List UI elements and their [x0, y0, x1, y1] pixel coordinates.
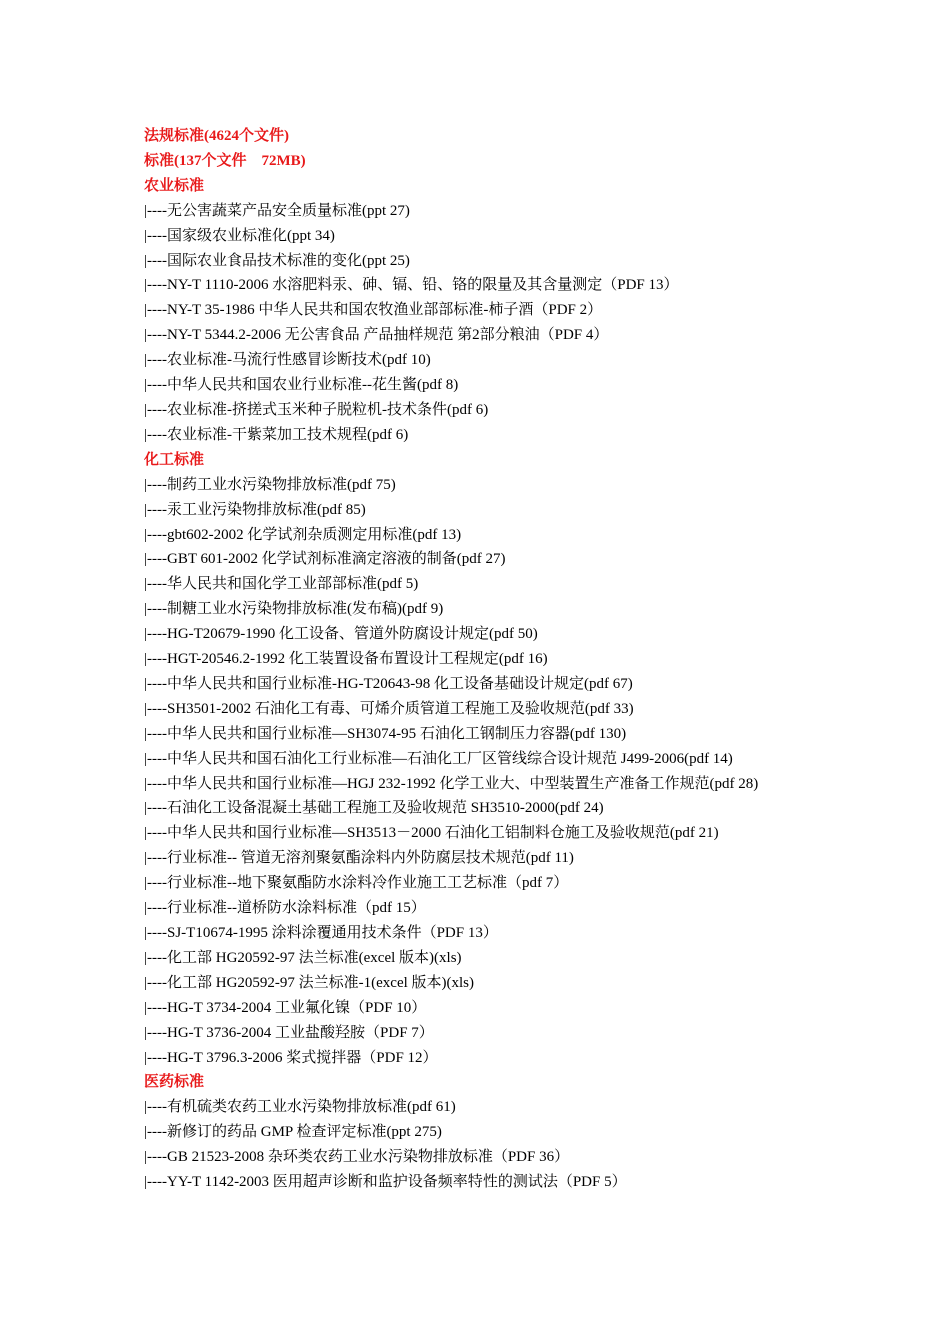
list-item: |----中华人民共和国行业标准—SH3074-95 石油化工钢制压力容器(pdf 130) — [144, 725, 627, 742]
list-item: |----农业标准-马流行性感冒诊断技术(pdf 10) — [144, 352, 431, 369]
list-item: |----汞工业污染物排放标准(pdf 85) — [144, 501, 366, 518]
list-item: |----中华人民共和国农业行业标准--花生酱(pdf 8) — [144, 377, 459, 394]
section-heading: 化工标准 — [144, 451, 205, 468]
list-item: |----HG-T 3736-2004 工业盐酸羟胺（PDF 7） — [144, 1024, 434, 1041]
section-chemical — [144, 448, 814, 1071]
list-item: |----中华人民共和国石油化工行业标准—石油化工厂区管线综合设计规范 J499-2006(pdf 14) — [144, 750, 733, 767]
list-item: |----HG-T 3796.3-2006 桨式搅拌器（PDF 12） — [144, 1049, 438, 1066]
list-item: |----YY-T 1142-2003 医用超声诊断和监护设备频率特性的测试法（PDF 5） — [144, 1174, 627, 1191]
list-item: |----石油化工设备混凝土基础工程施工及验收规范 SH3510-2000(pdf 24) — [144, 800, 604, 817]
list-item: |----NY-T 35-1986 中华人民共和国农牧渔业部部标准-柿子酒（PDF 2） — [144, 302, 603, 319]
list-item: |----农业标准-干紫菜加工技术规程(pdf 6) — [144, 426, 409, 443]
section-heading: 医药标准 — [144, 1074, 205, 1091]
section-heading: 农业标准 — [144, 177, 205, 194]
list-item: |----华人民共和国化学工业部部标准(pdf 5) — [144, 576, 419, 593]
list-item: |----GB 21523-2008 杂环类农药工业水污染物排放标准（PDF 36） — [144, 1149, 570, 1166]
list-item: |----化工部 HG20592-97 法兰标准-1(excel 版本)(xls) — [144, 974, 475, 991]
document-subtitle: 标准(137个文件 72MB) — [144, 152, 306, 169]
list-item: |----NY-T 5344.2-2006 无公害食品 产品抽样规范 第2部分粮油（PDF 4） — [144, 327, 609, 344]
list-item: |----制糖工业水污染物排放标准(发布稿)(pdf 9) — [144, 601, 444, 618]
document-title: 法规标准(4624个文件) — [144, 128, 289, 144]
list-item: |----无公害蔬菜产品安全质量标准(ppt 27) — [144, 202, 410, 219]
list-item: |----有机硫类农药工业水污染物排放标准(pdf 61) — [144, 1099, 456, 1116]
list-item: |----农业标准-挤搓式玉米种子脱粒机-技术条件(pdf 6) — [144, 401, 489, 418]
document-content — [144, 124, 814, 1195]
list-item: |----中华人民共和国行业标准—SH3513－2000 石油化工铝制料仓施工及验收规范(pdf 21) — [144, 825, 719, 842]
list-item: |----HG-T20679-1990 化工设备、管道外防腐设计规定(pdf 50) — [144, 626, 538, 643]
list-item: |----SJ-T10674-1995 涂料涂覆通用技术条件（PDF 13） — [144, 925, 498, 941]
list-item: |----中华人民共和国行业标准-HG-T20643-98 化工设备基础设计规定(pdf 67) — [144, 675, 633, 692]
section-medicine — [144, 1070, 814, 1195]
list-item: |----国际农业食品技术标准的变化(ppt 25) — [144, 252, 410, 269]
section-agriculture — [144, 174, 814, 448]
list-item: |----行业标准--道桥防水涂料标准（pdf 15） — [144, 900, 426, 917]
list-item: |----制药工业水污染物排放标准(pdf 75) — [144, 476, 396, 493]
list-item: |----GBT 601-2002 化学试剂标准滴定溶液的制备(pdf 27) — [144, 551, 506, 568]
list-item: |----中华人民共和国行业标准—HGJ 232-1992 化学工业大、中型装置生产准备工作规范(pdf 28) — [144, 775, 759, 792]
list-item: |----新修订的药品 GMP 检查评定标准(ppt 275) — [144, 1124, 442, 1141]
list-item: |----行业标准-- 管道无溶剂聚氨酯涂料内外防腐层技术规范(pdf 11) — [144, 850, 574, 867]
list-item: |----国家级农业标准化(ppt 34) — [144, 227, 335, 244]
list-item: |----行业标准--地下聚氨酯防水涂料冷作业施工工艺标准（pdf 7） — [144, 875, 569, 892]
list-item: |----NY-T 1110-2006 水溶肥料汞、砷、镉、铅、铬的限量及其含量测定（PDF 13） — [144, 277, 679, 294]
list-item: |----化工部 HG20592-97 法兰标准(excel 版本)(xls) — [144, 949, 462, 966]
list-item: |----HGT-20546.2-1992 化工装置设备布置设计工程规定(pdf 16) — [144, 651, 548, 668]
list-item: |----gbt602-2002 化学试剂杂质测定用标准(pdf 13) — [144, 526, 462, 543]
list-item: |----HG-T 3734-2004 工业氟化镍（PDF 10） — [144, 999, 427, 1016]
list-item: |----SH3501-2002 石油化工有毒、可烯介质管道工程施工及验收规范(pdf 33) — [144, 700, 634, 717]
